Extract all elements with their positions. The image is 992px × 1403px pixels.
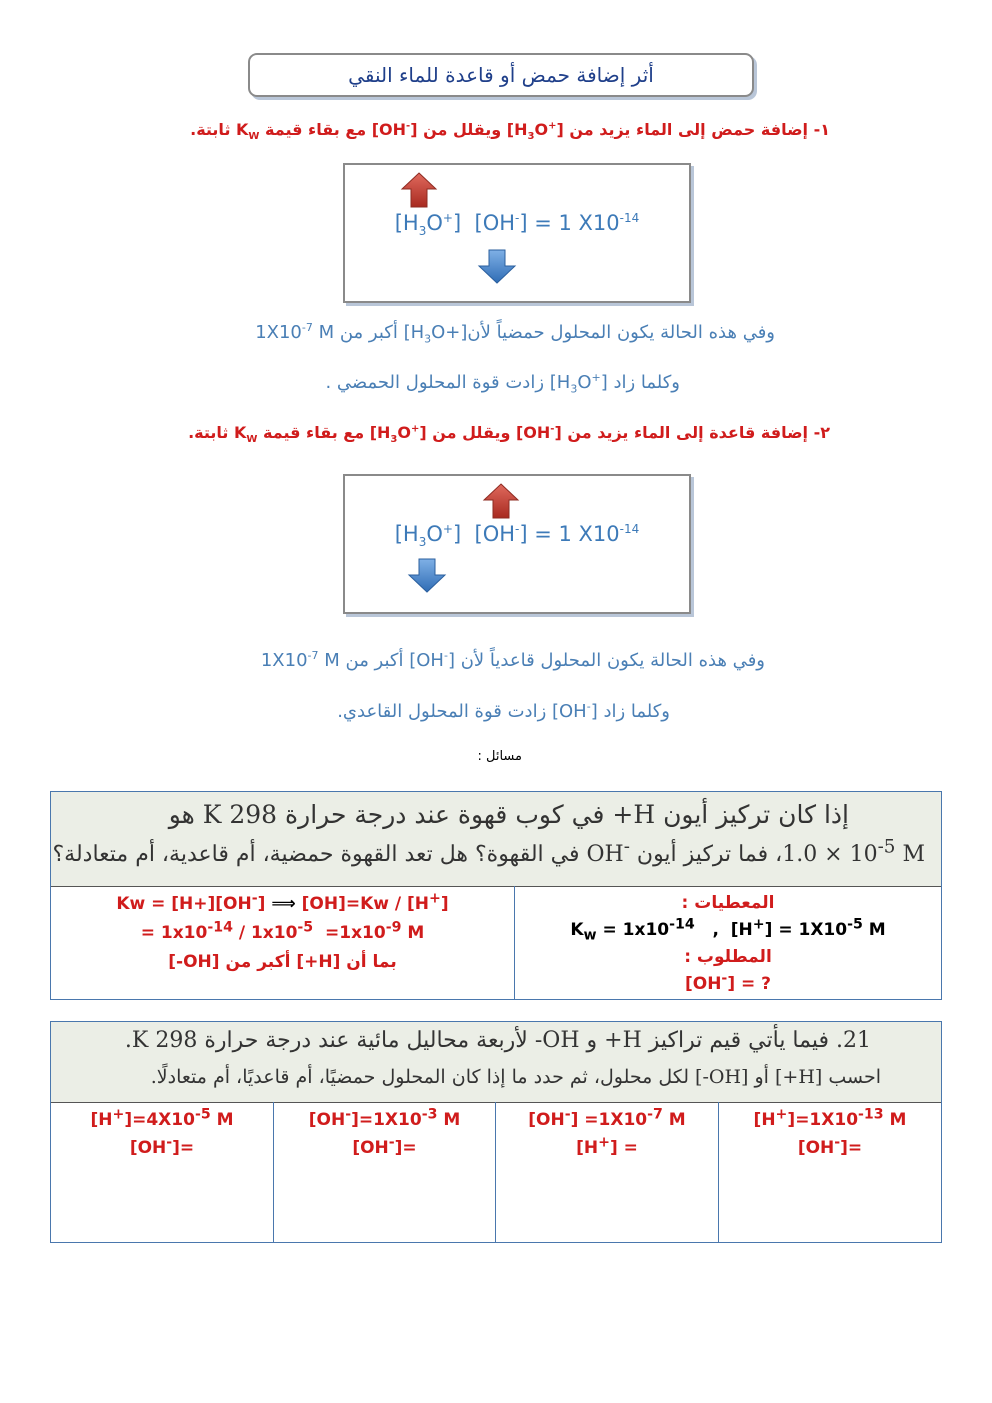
equation-box-acid (343, 163, 691, 303)
given-values: $K_w = 1x10^{-14}$ , $[H^+] = 1X10^{-5}$ M (570, 916, 886, 944)
s1-info1-c: أكبر من (334, 322, 404, 343)
problems-label: مسائل : (477, 749, 522, 764)
s1-info2-a: وكلما زاد (607, 372, 680, 393)
s2-heading-kw: $K_W$ (234, 423, 258, 446)
cell-3-given: $[OH^-]=1X10^{-3}$ M (308, 1106, 461, 1130)
cell-2-given: $[OH^-] =1X10^{-7}$ M (528, 1106, 686, 1130)
given-label: المعطيات : (681, 893, 775, 913)
s2-info-line2 (60, 701, 670, 722)
s2-info2-c: زادت قوة المحلول القاعدي. (337, 701, 552, 722)
arrow-up-icon (482, 482, 520, 520)
s2-info1-a: وفي هذه الحالة يكون المحلول قاعدياً لأن (454, 650, 765, 671)
problem1-question-value: $1.0 \times 10^{-5}$ M (782, 836, 925, 867)
problem1-given (515, 890, 941, 998)
s1-heading-text-b: ويقلل من (417, 120, 507, 139)
s1-heading-kw: $K_W$ (236, 120, 260, 143)
solution-line1: Kw = [H+][OH-] ⟹ [OH]=Kw / [H+] (116, 890, 449, 914)
s1-heading-text-d: ثابتة. (190, 120, 237, 139)
section1-heading (60, 120, 830, 143)
cell-1 (719, 1106, 941, 1162)
problem1-question-line2: $1.0 \times 10^{-5}$ M، فما تركيز أيون OH- في القهوة؟ هل تعد القهوة حمضية، أم قاعدية، أم متعادلة؟ (52, 836, 925, 867)
cell-1-given: $[H^+]=1X10^{-13}$ M (753, 1106, 907, 1130)
cell-4-find: [OH-]= (129, 1134, 195, 1158)
problem2-box (50, 1021, 942, 1243)
s1-info1-value: $1X10^{-7}$ M (255, 321, 335, 343)
cell-4 (51, 1106, 273, 1162)
s2-heading-text-d: ثابتة. (188, 423, 234, 442)
equation-acid: $[H_3O^+] [OH^-] = 1$ $X10^{-14}$ (394, 211, 640, 239)
solution-line3: بما أن [H+] أكبر من [OH-] (168, 952, 397, 972)
cell-2-find: [H+] = (576, 1134, 638, 1158)
s1-info-line1 (60, 321, 775, 346)
problem1-box (50, 791, 942, 1000)
s1-heading-text-a: ١- إضافة حمض إلى الماء يزيد من (563, 120, 830, 139)
problem1-question-line1: إذا كان تركيز أيون H+ في كوب قهوة عند درجة حرارة 298 K هو (168, 800, 849, 829)
solution-line2: = $1x10^{-14} / 1x10^{-5} =1x10^{-9}$ M (140, 919, 425, 943)
s2-info1-c: أكبر من (339, 650, 410, 671)
arrow-down-icon (407, 558, 447, 594)
s2-heading-text-c: مع بقاء قيمة (257, 423, 370, 442)
cell-3-find: [OH-]= (352, 1134, 417, 1158)
s1-info2-c: زادت قوة المحلول الحمضي . (325, 372, 550, 393)
page-title-box (248, 53, 754, 97)
s1-info2-h3o: $[H_3O^+]$ (549, 371, 608, 396)
problem2-cells (51, 1102, 941, 1242)
s2-info2-a: وكلما زاد (597, 701, 670, 722)
equation-base: $[H_3O^+] [OH^-] = 1$ $X10^{-14}$ (394, 522, 640, 550)
problem2-question-line1: 21. فيما يأتي قيم تراكيز H+ و OH- لأربعة محاليل مائية عند درجة حرارة 298 K. (124, 1028, 871, 1053)
cell-4-given: $[H^+]=4X10^{-5}$ M (90, 1106, 234, 1130)
s1-heading-text-c: مع بقاء قيمة (259, 120, 372, 139)
s1-info1-h3o: $[H_3O+]$ (403, 322, 468, 346)
s2-heading-h3o: $[H_3O^+]$ (369, 423, 427, 446)
s1-heading-h3o: $[H_3O^+]$ (506, 120, 564, 143)
s1-info1-a: وفي هذه الحالة يكون المحلول حمضياً لأن (467, 322, 775, 343)
required-label: المطلوب : (684, 947, 772, 967)
problem1-solution (51, 890, 514, 977)
problem1-question (51, 792, 941, 887)
required-value: [OH-] = ? (684, 970, 772, 994)
problem2-question (51, 1022, 941, 1103)
s1-info-line2 (60, 371, 680, 396)
s2-info1-value: $1X10^{-7}$ M (260, 649, 340, 671)
arrow-down-icon (477, 249, 517, 285)
s2-info-line1 (60, 650, 765, 671)
s2-heading-text-a: ٢- إضافة قاعدة إلى الماء يزيد من (561, 423, 830, 442)
section2-heading (60, 423, 830, 446)
cell-2 (496, 1106, 718, 1162)
problem2-question-line2: احسب [H+] أو [OH-] لكل محلول، ثم حدد ما إذا كان المحلول حمضيًا، أم قاعديًا، أم متعادلًا. (150, 1066, 881, 1088)
s2-info1-oh: [OH-] (409, 649, 455, 671)
cell-3 (274, 1106, 495, 1162)
arrow-up-icon (400, 171, 438, 209)
s1-heading-oh: [OH-] (371, 120, 418, 139)
page-title: أثر إضافة حمض أو قاعدة للماء النقي (348, 63, 654, 87)
s2-heading-text-b: ويقلل من (426, 423, 516, 442)
cell-1-find: [OH-]= (797, 1134, 863, 1158)
s2-heading-oh: [OH-] (515, 423, 562, 442)
s2-info2-oh: [OH-] (551, 700, 598, 722)
equation-box-base (343, 474, 691, 614)
